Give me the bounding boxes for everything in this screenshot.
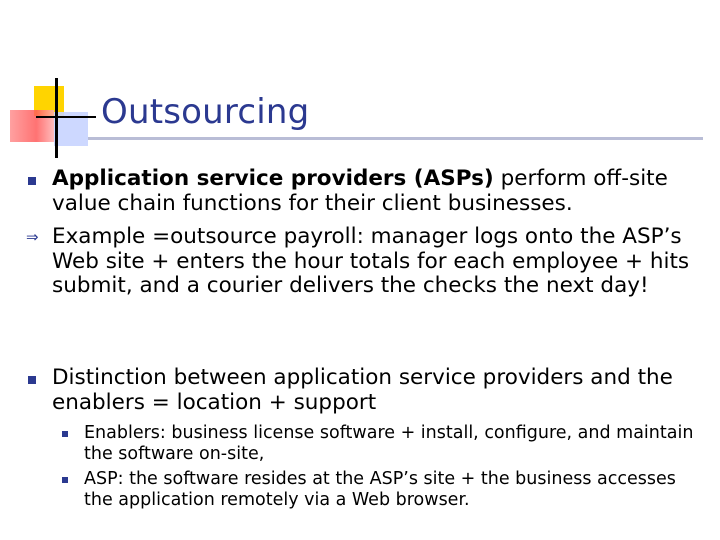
slide-logo bbox=[0, 0, 110, 170]
square-bullet-icon bbox=[28, 376, 36, 384]
bullet-item-1 bbox=[52, 167, 692, 216]
bullet-item-1-bold: Application service providers (ASPs) bbox=[52, 166, 494, 191]
square-bullet-icon bbox=[62, 477, 68, 483]
logo-horizontal-line bbox=[36, 116, 96, 118]
bullet-item-3 bbox=[52, 366, 692, 415]
slide-title: Outsourcing bbox=[101, 92, 310, 132]
logo-vertical-line bbox=[55, 78, 58, 158]
bullet-item-1-rest: perform off-site value chain functions for their client businesses. bbox=[52, 166, 668, 216]
sub-item-1: Enablers: business license software + install, configure, and maintain the software on-site, bbox=[84, 423, 694, 464]
bullet-item-2-text: Example =outsource payroll: manager logs onto the ASP’s Web site + enters the hour totals for each employee + hits submit, and a courier delivers the checks the next day! bbox=[52, 224, 690, 298]
square-bullet-icon bbox=[62, 431, 68, 437]
bullet-item-2 bbox=[52, 225, 692, 299]
sub-item-2: ASP: the software resides at the ASP’s site + the business accesses the application remotely via a Web browser. bbox=[84, 469, 676, 510]
bullet-item-3-text: Distinction between application service providers and the enablers = location + support bbox=[52, 365, 673, 415]
title-rule bbox=[88, 137, 703, 140]
square-bullet-icon bbox=[28, 177, 36, 185]
double-arrow-icon: ⇒ bbox=[26, 228, 39, 246]
bullet-item-1-text bbox=[52, 167, 692, 216]
logo-red-square bbox=[10, 110, 54, 142]
